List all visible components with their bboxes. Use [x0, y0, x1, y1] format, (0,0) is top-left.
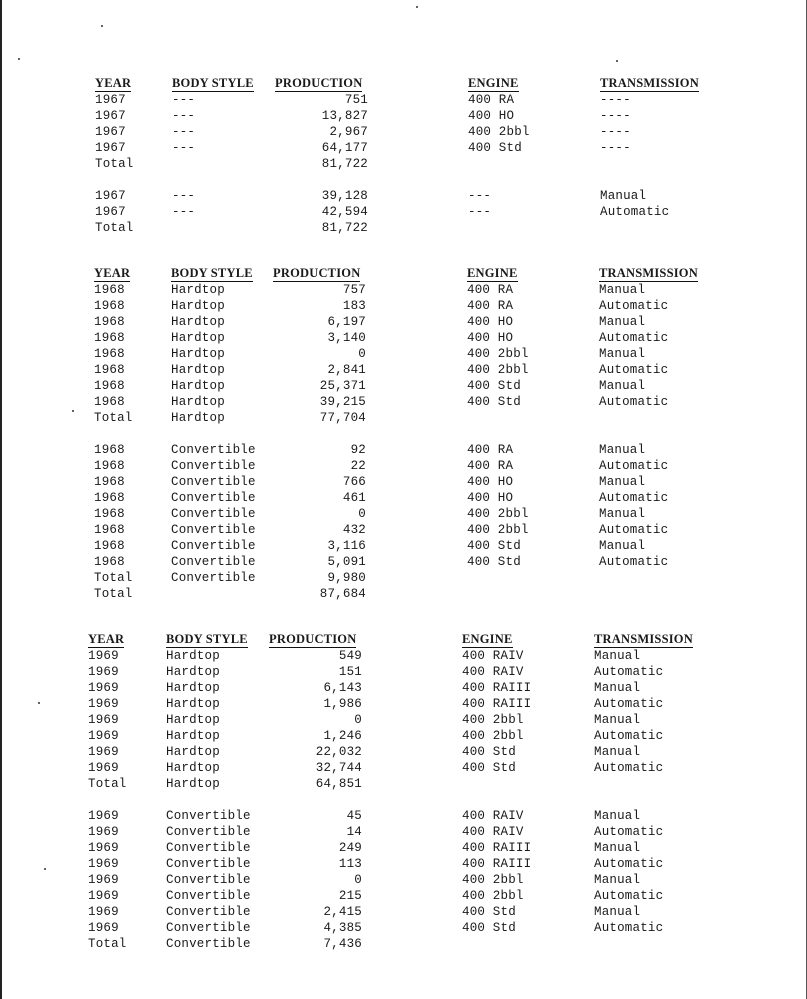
year-cell: Total [95, 157, 134, 171]
transmission-cell: Manual [599, 443, 646, 457]
engine-cell: 400 RAIV [462, 825, 524, 839]
year-cell: 1969 [88, 649, 119, 663]
year-cell: 1968 [94, 539, 125, 553]
transmission-cell: ---- [600, 109, 631, 123]
transmission-cell: Manual [599, 347, 646, 361]
transmission-cell: Manual [599, 475, 646, 489]
transmission-cell: Manual [599, 315, 646, 329]
year-cell: Total [94, 411, 133, 425]
transmission-cell: Automatic [594, 857, 664, 871]
year-cell: 1967 [95, 93, 126, 107]
engine-cell: 400 Std [462, 921, 516, 935]
transmission-cell: Manual [594, 681, 641, 695]
transmission-cell: Manual [594, 841, 641, 855]
production-cell: 151 [338, 665, 362, 679]
production-cell: 87,684 [319, 587, 366, 601]
engine-cell: 400 HO [468, 109, 515, 123]
column-header-engine: ENGINE [467, 266, 518, 280]
year-cell: 1969 [88, 665, 119, 679]
body-style-cell: Convertible [171, 571, 256, 585]
column-header-year: YEAR [88, 632, 125, 646]
year-cell: 1967 [95, 205, 126, 219]
body-style-cell: --- [172, 141, 196, 155]
body-style-cell: Hardtop [171, 283, 225, 297]
year-cell: 1969 [88, 921, 119, 935]
scan-edge-left [0, 0, 2, 999]
production-cell: 5,091 [327, 555, 366, 569]
transmission-cell: Automatic [599, 459, 669, 473]
production-cell: 81,722 [321, 221, 368, 235]
production-cell: 113 [338, 857, 362, 871]
production-cell: 64,851 [315, 777, 362, 791]
body-style-cell: Convertible [166, 889, 251, 903]
engine-cell: 400 RAIII [462, 681, 532, 695]
production-cell: 6,143 [323, 681, 362, 695]
column-header-transmission: TRANSMISSION [594, 632, 693, 646]
body-style-cell: Convertible [166, 841, 251, 855]
engine-cell: 400 2bbl [462, 729, 524, 743]
engine-cell: 400 2bbl [462, 873, 524, 887]
transmission-cell: Manual [599, 283, 646, 297]
transmission-cell: ---- [600, 93, 631, 107]
production-cell: 45 [346, 809, 362, 823]
year-cell: 1968 [94, 459, 125, 473]
column-header-body-style: BODY STYLE [166, 632, 248, 646]
scan-speck [18, 58, 20, 60]
year-cell: 1969 [88, 857, 119, 871]
production-cell: 14 [346, 825, 362, 839]
scan-speck [72, 410, 74, 412]
production-cell: 77,704 [319, 411, 366, 425]
column-header-production: PRODUCTION [269, 632, 357, 646]
production-cell: 2,415 [323, 905, 362, 919]
transmission-cell: Automatic [599, 395, 669, 409]
transmission-cell: Manual [599, 379, 646, 393]
column-header-body-style: BODY STYLE [172, 76, 254, 90]
year-cell: 1968 [94, 331, 125, 345]
engine-cell: 400 RAIII [462, 857, 532, 871]
year-cell: 1968 [94, 283, 125, 297]
production-cell: 766 [342, 475, 366, 489]
year-cell: 1969 [88, 825, 119, 839]
body-style-cell: Hardtop [171, 347, 225, 361]
production-cell: 461 [342, 491, 366, 505]
body-style-cell: --- [172, 109, 196, 123]
body-style-cell: Hardtop [166, 697, 220, 711]
engine-cell: 400 2bbl [467, 507, 529, 521]
scan-speck [616, 60, 618, 62]
year-cell: Total [94, 571, 133, 585]
body-style-cell: Hardtop [166, 681, 220, 695]
production-cell: 39,215 [319, 395, 366, 409]
body-style-cell: Hardtop [171, 315, 225, 329]
year-cell: Total [88, 777, 127, 791]
year-cell: Total [95, 221, 134, 235]
year-cell: 1968 [94, 363, 125, 377]
body-style-cell: Convertible [171, 555, 256, 569]
engine-cell: 400 Std [462, 745, 516, 759]
scan-speck [101, 25, 103, 27]
body-style-cell: Convertible [171, 459, 256, 473]
body-style-cell: Hardtop [166, 761, 220, 775]
year-cell: 1969 [88, 697, 119, 711]
production-cell: 0 [354, 713, 362, 727]
engine-cell: 400 Std [462, 761, 516, 775]
year-cell: 1968 [94, 395, 125, 409]
engine-cell: 400 2bbl [467, 347, 529, 361]
transmission-cell: Automatic [599, 299, 669, 313]
engine-cell: 400 2bbl [462, 889, 524, 903]
column-header-body-style: BODY STYLE [171, 266, 253, 280]
transmission-cell: Manual [594, 809, 641, 823]
year-cell: 1969 [88, 761, 119, 775]
year-cell: 1967 [95, 125, 126, 139]
engine-cell: 400 2bbl [467, 523, 529, 537]
transmission-cell: Manual [594, 873, 641, 887]
scan-speck [416, 6, 418, 8]
body-style-cell: --- [172, 205, 196, 219]
transmission-cell: Automatic [599, 331, 669, 345]
body-style-cell: Convertible [166, 937, 251, 951]
transmission-cell: Automatic [600, 205, 670, 219]
column-header-year: YEAR [94, 266, 131, 280]
engine-cell: 400 2bbl [468, 125, 530, 139]
year-cell: 1969 [88, 905, 119, 919]
body-style-cell: Hardtop [166, 745, 220, 759]
production-cell: 3,116 [327, 539, 366, 553]
engine-cell: 400 HO [467, 475, 514, 489]
transmission-cell: Automatic [594, 697, 664, 711]
year-cell: 1968 [94, 523, 125, 537]
engine-cell: 400 HO [467, 315, 514, 329]
year-cell: 1968 [94, 379, 125, 393]
production-cell: 6,197 [327, 315, 366, 329]
production-cell: 7,436 [323, 937, 362, 951]
production-cell: 215 [338, 889, 362, 903]
engine-cell: 400 RA [467, 299, 514, 313]
transmission-cell: Manual [594, 713, 641, 727]
production-cell: 0 [354, 873, 362, 887]
production-cell: 92 [350, 443, 366, 457]
production-cell: 432 [342, 523, 366, 537]
engine-cell: 400 RAIII [462, 841, 532, 855]
engine-cell: 400 Std [467, 379, 521, 393]
production-cell: 1,986 [323, 697, 362, 711]
engine-cell: 400 RA [467, 283, 514, 297]
body-style-cell: Convertible [166, 905, 251, 919]
engine-cell: --- [468, 205, 492, 219]
production-cell: 1,246 [323, 729, 362, 743]
body-style-cell: Convertible [171, 475, 256, 489]
body-style-cell: Convertible [166, 809, 251, 823]
body-style-cell: Hardtop [171, 299, 225, 313]
transmission-cell: Automatic [599, 555, 669, 569]
transmission-cell: Automatic [599, 523, 669, 537]
production-cell: 2,967 [329, 125, 368, 139]
year-cell: 1969 [88, 729, 119, 743]
transmission-cell: Automatic [599, 363, 669, 377]
engine-cell: 400 RAIV [462, 649, 524, 663]
engine-cell: 400 Std [467, 395, 521, 409]
production-cell: 25,371 [319, 379, 366, 393]
column-header-transmission: TRANSMISSION [600, 76, 699, 90]
production-cell: 4,385 [323, 921, 362, 935]
production-cell: 549 [338, 649, 362, 663]
body-style-cell: Convertible [171, 491, 256, 505]
body-style-cell: Hardtop [166, 729, 220, 743]
body-style-cell: Hardtop [166, 649, 220, 663]
year-cell: 1967 [95, 109, 126, 123]
production-cell: 64,177 [321, 141, 368, 155]
transmission-cell: Manual [594, 745, 641, 759]
body-style-cell: Hardtop [166, 665, 220, 679]
production-cell: 0 [358, 507, 366, 521]
transmission-cell: Manual [594, 649, 641, 663]
engine-cell: 400 Std [468, 141, 522, 155]
body-style-cell: Convertible [171, 539, 256, 553]
year-cell: 1968 [94, 315, 125, 329]
engine-cell: 400 HO [467, 491, 514, 505]
year-cell: 1968 [94, 491, 125, 505]
column-header-transmission: TRANSMISSION [599, 266, 698, 280]
column-header-production: PRODUCTION [273, 266, 361, 280]
transmission-cell: Manual [594, 905, 641, 919]
engine-cell: 400 RA [467, 443, 514, 457]
column-header-engine: ENGINE [462, 632, 513, 646]
year-cell: 1969 [88, 809, 119, 823]
body-style-cell: Hardtop [171, 395, 225, 409]
production-cell: 13,827 [321, 109, 368, 123]
body-style-cell: Hardtop [166, 777, 220, 791]
column-header-engine: ENGINE [468, 76, 519, 90]
body-style-cell: Convertible [171, 443, 256, 457]
production-cell: 39,128 [321, 189, 368, 203]
year-cell: 1969 [88, 889, 119, 903]
year-cell: 1969 [88, 745, 119, 759]
transmission-cell: Automatic [594, 729, 664, 743]
production-cell: 757 [342, 283, 366, 297]
year-cell: 1968 [94, 507, 125, 521]
body-style-cell: Convertible [166, 873, 251, 887]
transmission-cell: Automatic [594, 825, 664, 839]
year-cell: 1969 [88, 713, 119, 727]
year-cell: 1968 [94, 443, 125, 457]
production-cell: 249 [338, 841, 362, 855]
production-cell: 32,744 [315, 761, 362, 775]
year-cell: 1968 [94, 475, 125, 489]
production-cell: 81,722 [321, 157, 368, 171]
body-style-cell: Hardtop [171, 411, 225, 425]
body-style-cell: Convertible [166, 825, 251, 839]
engine-cell: 400 RAIV [462, 665, 524, 679]
production-cell: 3,140 [327, 331, 366, 345]
transmission-cell: ---- [600, 141, 631, 155]
engine-cell: 400 2bbl [462, 713, 524, 727]
year-cell: 1969 [88, 873, 119, 887]
year-cell: 1969 [88, 841, 119, 855]
column-header-production: PRODUCTION [275, 76, 363, 90]
production-cell: 751 [344, 93, 368, 107]
body-style-cell: Hardtop [171, 363, 225, 377]
transmission-cell: Manual [599, 539, 646, 553]
transmission-cell: Automatic [594, 761, 664, 775]
transmission-cell: Automatic [599, 491, 669, 505]
production-cell: 22 [350, 459, 366, 473]
production-cell: 9,980 [327, 571, 366, 585]
production-cell: 42,594 [321, 205, 368, 219]
scan-speck [38, 702, 40, 704]
engine-cell: 400 Std [467, 555, 521, 569]
engine-cell: 400 RAIII [462, 697, 532, 711]
body-style-cell: Convertible [166, 857, 251, 871]
engine-cell: --- [468, 189, 492, 203]
engine-cell: 400 RA [468, 93, 515, 107]
production-cell: 22,032 [315, 745, 362, 759]
body-style-cell: Hardtop [166, 713, 220, 727]
body-style-cell: Hardtop [171, 331, 225, 345]
body-style-cell: Hardtop [171, 379, 225, 393]
engine-cell: 400 Std [462, 905, 516, 919]
body-style-cell: Convertible [166, 921, 251, 935]
transmission-cell: Manual [599, 507, 646, 521]
body-style-cell: --- [172, 189, 196, 203]
body-style-cell: Convertible [171, 523, 256, 537]
engine-cell: 400 HO [467, 331, 514, 345]
transmission-cell: Automatic [594, 665, 664, 679]
production-cell: 183 [342, 299, 366, 313]
scan-speck [44, 868, 46, 870]
year-cell: Total [88, 937, 127, 951]
body-style-cell: Convertible [171, 507, 256, 521]
engine-cell: 400 RAIV [462, 809, 524, 823]
transmission-cell: ---- [600, 125, 631, 139]
year-cell: 1968 [94, 299, 125, 313]
year-cell: 1967 [95, 141, 126, 155]
transmission-cell: Automatic [594, 889, 664, 903]
engine-cell: 400 RA [467, 459, 514, 473]
production-cell: 0 [358, 347, 366, 361]
production-cell: 2,841 [327, 363, 366, 377]
year-cell: Total [94, 587, 133, 601]
body-style-cell: --- [172, 125, 196, 139]
year-cell: 1968 [94, 555, 125, 569]
engine-cell: 400 Std [467, 539, 521, 553]
engine-cell: 400 2bbl [467, 363, 529, 377]
year-cell: 1967 [95, 189, 126, 203]
column-header-year: YEAR [95, 76, 132, 90]
year-cell: 1969 [88, 681, 119, 695]
body-style-cell: --- [172, 93, 196, 107]
transmission-cell: Manual [600, 189, 647, 203]
transmission-cell: Automatic [594, 921, 664, 935]
year-cell: 1968 [94, 347, 125, 361]
